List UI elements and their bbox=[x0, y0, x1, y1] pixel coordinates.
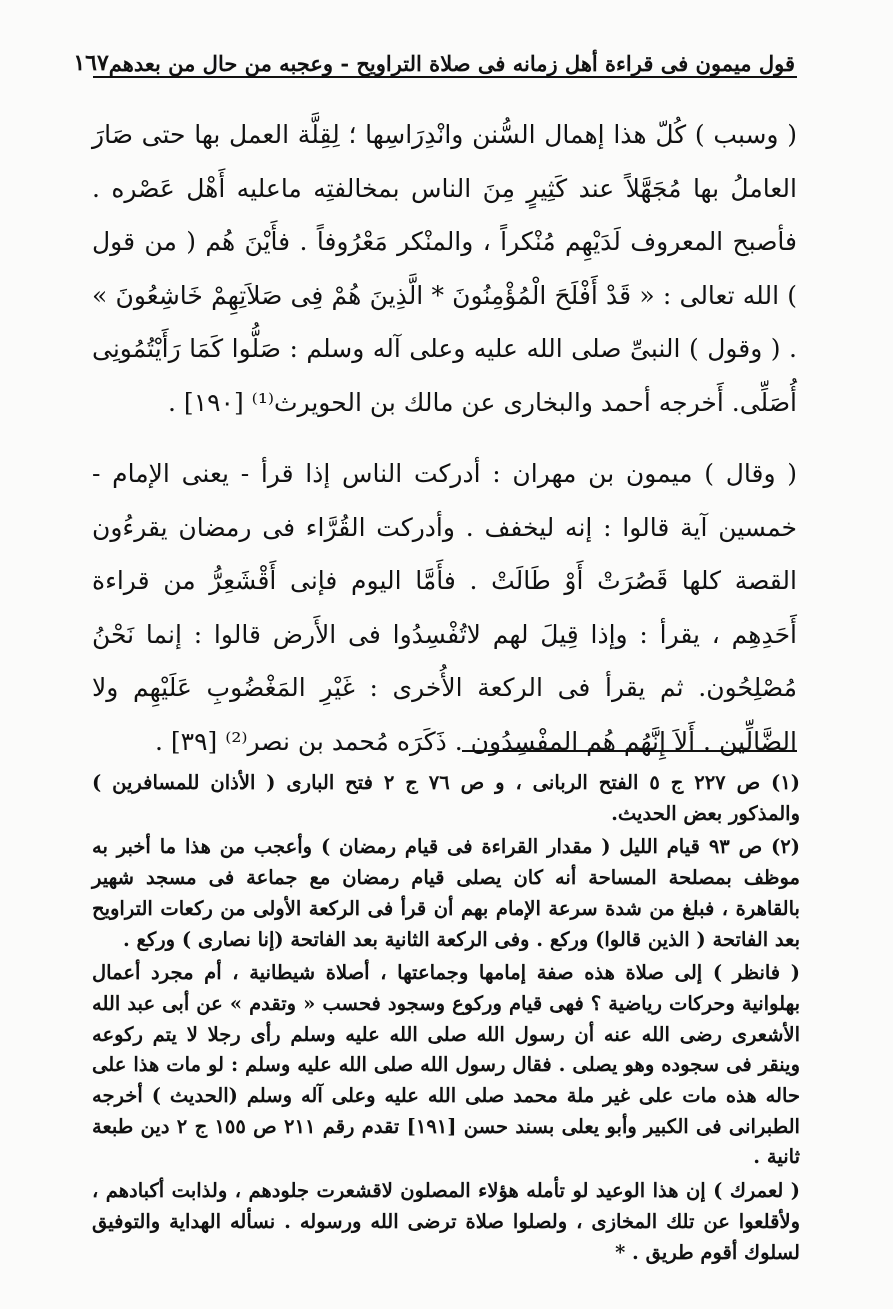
page-header bbox=[73, 40, 795, 76]
running-title: قول ميمون فى قراءة أهل زمانه فى صلاة التراويح - وعجبه من حال من بعدهم bbox=[108, 51, 795, 76]
page-number: ١٦٧ bbox=[73, 50, 109, 76]
footnote-separator bbox=[462, 750, 797, 752]
header-rule bbox=[93, 76, 797, 78]
body-paragraph: ( وقال ) ميمون بن مهران : أدركت الناس إذا قرأ - يعنى الإمام - خمسين آية قالوا : إنه ليخفف . وأدركت القُرَّاء فى رمضان يقرءُون القصة كلها قَصُرَتْ أَوْ طَالَتْ . فأَمَّا اليوم فإنى أَقْشَعِرُّ من قراءة أَحَدِهِم ، يقرأ : وإذا قِيلَ لهم لاتُفْسِدُوا فى الأَرض قالوا : إنما نَحْنُ مُصْلِحُون. ثم يقرأ فى الركعة الأُخرى : غَيْرِ المَغْضُوبِ عَلَيْهِم ولا الضَّالِّين . أَلاَ إِنَّهُم هُم المفْسِدُون . ذَكَرَه مُحمد بن نصر⁽²⁾ [٣٩] . bbox=[92, 459, 797, 756]
footnote: (١) ص ٢٢٧ ج ٥ الفتح الربانى ، و ص ٧٦ ج ٢ فتح البارى ( الأذان للمسافرين ) والمذكور بعض الحديث. bbox=[92, 771, 800, 825]
footnote: ( لعمرك ) إن هذا الوعيد لو تأمله هؤلاء المصلون لاقشعرت جلودهم ، ولذابت أكبادهم ، ولأقلعوا عن تلك المخازى ، ولصلوا صلاة ترضى الله ورسوله . نسأله الهداية والتوفيق لسلوك أقوم طريق . * bbox=[92, 1179, 800, 1264]
footnote: (٢) ص ٩٣ قيام الليل ( مقدار القراءة فى قيام رمضان ) وأعجب من هذا ما أخبر به موظف بمصلحة المساحة أنه كان يصلى قيام رمضان مع جماعة فى مسجد شهير بالقاهرة ، فبلغ من شدة سرعة الإمام بهم أن قرأ فى الركعة الأولى من ركعات التراويح بعد الفاتحة ( الذين قالوا) وركع . وفى الركعة الثانية بعد الفاتحة (إنا نصارى ) وركع . bbox=[92, 835, 800, 951]
footnotes bbox=[92, 768, 800, 1268]
main-text bbox=[92, 108, 797, 768]
footnote: ( فانظر ) إلى صلاة هذه صفة إمامها وجماعتها ، أصلاة شيطانية ، أم مجرد أعمال بهلوانية وحركات رياضية ؟ فهى قيام وركوع وسجود فحسب « وتقدم » عن أبى عبد الله الأشعرى رضى الله عنه أن رسول الله صلى الله عليه وسلم رأى رجلا لا يتم ركوعه وينقر فى سجوده وهو يصلى . فقال رسول الله صلى الله عليه وسلم : لو مات هذا على حاله هذه مات على غير ملة محمد صلى الله عليه وعلى آله وسلم (الحديث ) أخرجه الطبرانى فى الكبير وأبو يعلى بسند حسن [١٩١] تقدم رقم ٢١١ ص ١٥٥ ج ٢ دين طبعة ثانية . bbox=[92, 961, 800, 1169]
body-paragraph: ( وسبب ) كُلّ هذا إهمال السُّنن وانْدِرَاسِها ؛ لِقِلَّة العمل بها حتى صَارَ العاملُ بها مُجَهَّلاً عند كَثِيرٍ مِنَ الناس بمخالفتِه ماعليه أَهْل عَصْره . فأصبح المعروف لَدَيْهِم مُنْكراً ، والمنْكر مَعْرُوفاً . فأَيْنَ هُم ( من قول ) الله تعالى : « قَدْ أَفْلَحَ الْمُؤْمِنُونَ * الَّذِينَ هُمْ فِى صَلاَتِهِمْ خَاشِعُونَ » . ( وقول ) النبىِّ صلى الله عليه وعلى آله وسلم : صَلُّوا كَمَا رَأَيْتُمُونِى أُصَلِّى. أَخرجه أحمد والبخارى عن مالك بن الحويرث⁽¹⁾ [١٩٠] . bbox=[92, 120, 797, 417]
